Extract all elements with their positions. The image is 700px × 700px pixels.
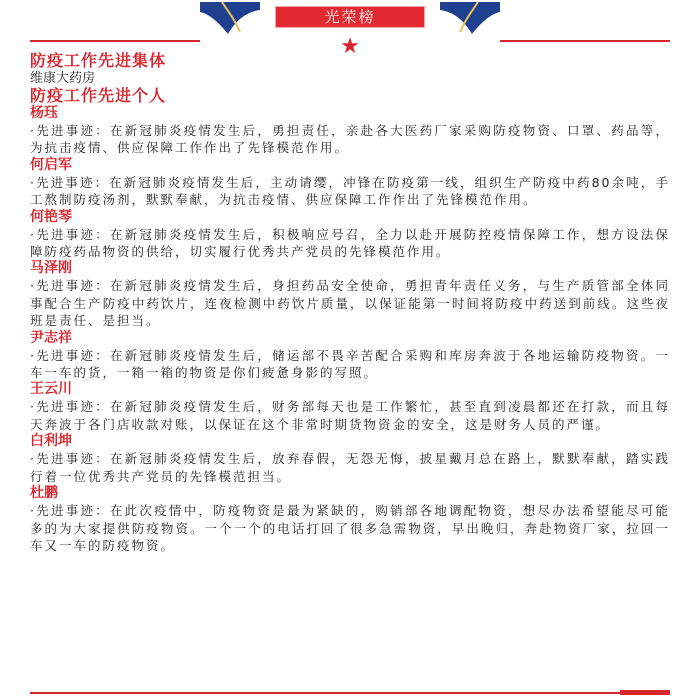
individuals-heading: 防疫工作先进个人 — [30, 86, 167, 105]
person-deed: ·先进事迹：在新冠肺炎疫情发生后，身担药品安全使命，勇担青年责任义务，与生产质管部全体同事配合生产防疫中药饮片，连夜检测中药饮片质量，以保证能第一时间将防疫中药送到前线。这些夜班是责任、是担当。 — [30, 278, 670, 329]
footer-accent — [620, 690, 670, 695]
banner-title: 光荣榜 — [275, 6, 425, 28]
collective-heading: 防疫工作先进集体 — [30, 51, 167, 70]
person-deed: ·先进事迹：在新冠肺炎疫情发生后，积极响应号召，全力以赴开展防控疫情保障工作，想方设法保障防疫药品物资的供给，切实履行优秀共产党员的先锋模范作用。 — [30, 226, 670, 260]
curtain-right-icon — [440, 2, 500, 36]
honor-list — [30, 52, 670, 554]
person-deed: ·先进事迹：在新冠肺炎疫情发生后，主动请缨，冲锋在防疫第一线，组织生产防疫中药80余吨，手工熬制防疫汤剂，默默奉献，为抗击疫情、供应保障工作作出了先锋模范作用。 — [30, 174, 670, 208]
person-name: 马泽刚 — [30, 260, 72, 277]
banner — [200, 2, 500, 36]
star-icon: ★ — [340, 34, 360, 59]
person-name: 杨珏 — [30, 105, 58, 121]
person-name: 杜鹏 — [30, 485, 58, 502]
header-line-left — [30, 40, 200, 42]
person-deed: ·先进事迹：在新冠肺炎疫情发生后，勇担责任，亲赴各大医药厂家采购防疫物资、口罩、药品等，为抗击疫情、供应保障工作作出了先锋模范作用。 — [30, 123, 670, 156]
person-name: 白利坤 — [30, 433, 72, 450]
person-deed: ·先进事迹：在新冠肺炎疫情发生后，放弃春假，无怨无悔，披星戴月总在路上，默默奉献，踏实践行着一位优秀共产党员的先锋模范担当。 — [30, 451, 670, 484]
person-name: 王云川 — [30, 381, 72, 398]
person-name: 何艳琴 — [30, 208, 72, 225]
person-name: 何启军 — [30, 156, 72, 173]
person-deed: ·先进事迹：在此次疫情中，防疫物资是最为紧缺的，购销部各地调配物资，想尽办法希望能尽可能多的为大家提供防疫物资。一个一个的电话打回了很多急需物资，早出晚归，奔赴物资厂家，拉回一车又一车的防疫物资。 — [30, 503, 670, 553]
collective-name: 维康大药房 — [30, 71, 96, 86]
person-deed: ·先进事迹：在新冠肺炎疫情发生后，财务部每天也是工作繁忙，甚至直到凌晨都还在打款，而且每天奔波于各门店收款对账，以保证在这个非常时期货物资金的安全，这是财务人员的严谨。 — [30, 399, 670, 432]
person-deed: ·先进事迹：在新冠肺炎疫情发生后，储运部不畏辛苦配合采购和库房奔波于各地运输防疫物资。一车一车的货，一箱一箱的物资是你们疲惫身影的写照。 — [30, 347, 670, 381]
header-line-right — [500, 40, 670, 42]
footer-line — [30, 692, 670, 694]
curtain-left-icon — [200, 2, 260, 36]
person-name: 尹志祥 — [30, 329, 72, 346]
